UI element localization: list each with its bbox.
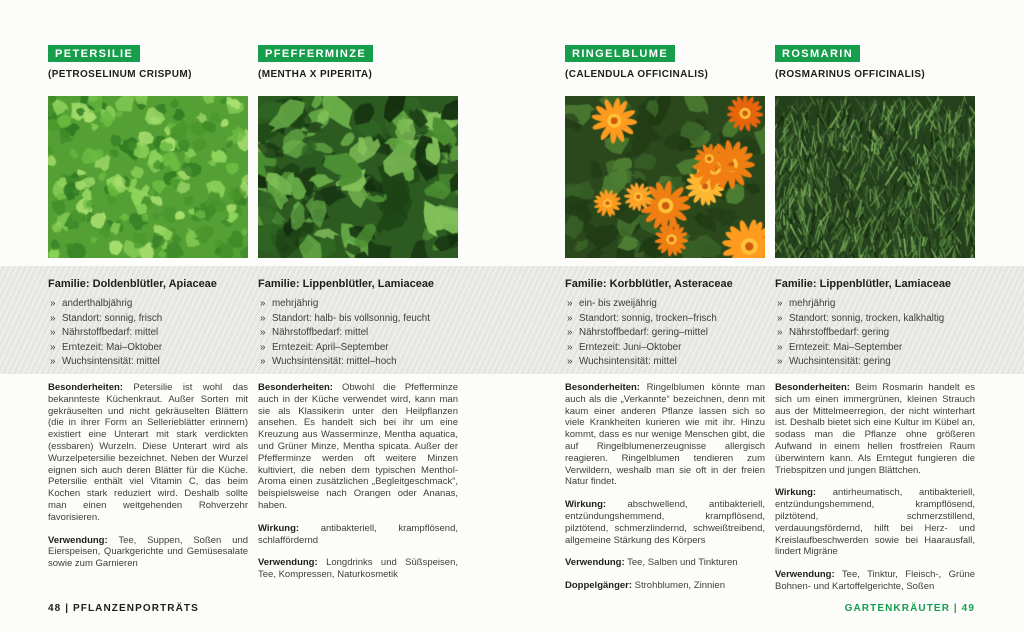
section-label: Besonderheiten: (48, 382, 123, 393)
bullet-marker: » (777, 312, 783, 324)
facts-item-text: Standort: sonnig, trocken–frisch (579, 312, 717, 324)
facts-item-text: Erntezeit: Mai–Oktober (62, 341, 163, 353)
section-label: Wirkung: (775, 487, 817, 499)
facts-item (775, 297, 975, 312)
section-label: Verwendung: (565, 557, 625, 569)
section-text: Obwohl die Pfefferminze auch in der Küche verwendet wird, kann man sie als Klassikerin unter den Heilpflanzen ansehen. Es handelt sich bei ihr um eine Kreuzung aus Wasserminze, Mentha aquatica, und Grüner Minze, Mentha spicata. Außer der Pfefferminze werden oft weitere Minzen kultiviert, die neben dem typischen Menthol-Aroma einen zusätzlichen „Begleitgeschmack“, beispielsweise nach Orangen oder Ananas, haben. (258, 382, 458, 511)
family-heading: Familie: Lippenblütler, Lamiaceae (775, 278, 952, 290)
badge-row (775, 44, 975, 66)
bullet-marker: » (260, 356, 266, 367)
facts-item-text: Standort: sonnig, frisch (62, 312, 163, 324)
facts-item (48, 326, 248, 341)
section-text: antibakteriell, krampflösend, schlaffördernd (258, 522, 458, 546)
facts-item (258, 312, 458, 327)
plant-name-badge: PETERSILIE (48, 45, 140, 62)
facts-item (48, 312, 248, 327)
rosmarin-photo (775, 96, 975, 258)
plant-column-pfefferminze (258, 44, 458, 593)
family-heading: Familie: Korbblütler, Asteraceae (565, 278, 733, 290)
facts-item (565, 341, 765, 356)
facts-item (48, 297, 248, 312)
facts-item-text: Nährstoffbedarf: gering (789, 327, 890, 338)
section-text: Petersilie ist wohl das bekannteste Küchenkraut. Außer Sorten mit gekräuselten und nicht gekräuselten Blättern (die in ihrer Form an Sellerieblätter erinnern) existiert eine Unterart mit stark verdickten (essbaren) Wurzeln. Diese Unterart wird als Wurzelpetersilie bezeichnet. Neben der Wurzel eignen sich auch deren Blätter für die Küche. Petersilie enthält viel Vitamin C, das beim Kochen stark reduziert wird. Deshalb sollte man einen weitgehenden Rohverzehr favorisieren. (48, 382, 248, 523)
section-label: Verwendung: (258, 557, 318, 569)
facts-item (258, 297, 458, 312)
latin-name: (ROSMARINUS OFFICINALIS) (775, 69, 926, 80)
facts-item-text: Wuchsintensität: mittel (579, 356, 677, 367)
ringelblume-photo (565, 96, 765, 258)
facts-item-text: Erntezeit: Mai–September (789, 341, 903, 353)
latin-name: (CALENDULA OFFICINALIS) (565, 69, 709, 80)
plant-name-badge: PFEFFERMINZE (258, 45, 373, 62)
section-text: abschwellend, antibakteriell, entzündungshemmend, krampflösend, pilztötend, schmerzlindernd, schweißtreibend, allgemeine Stärkung des Körpers (565, 499, 765, 546)
plant-column-petersilie (48, 44, 248, 593)
facts-item (48, 355, 248, 370)
facts-item (48, 341, 248, 356)
facts-block (48, 266, 248, 374)
bullet-marker: » (777, 327, 783, 338)
facts-list (565, 297, 765, 370)
facts-block (258, 266, 458, 374)
bullet-marker: » (50, 298, 56, 309)
facts-item (565, 297, 765, 312)
facts-list (48, 297, 248, 370)
facts-item-text: Standort: sonnig, trocken, kalkhaltig (789, 312, 945, 324)
bullet-marker: » (567, 327, 573, 338)
facts-item-text: Nährstoffbedarf: gering–mittel (579, 327, 708, 338)
plant-name-badge: ROSMARIN (775, 45, 860, 62)
pfefferminze-photo (258, 96, 458, 258)
facts-item-text: Erntezeit: Juni–Oktober (579, 341, 682, 353)
page-number-right: GARTENKRÄUTER | 49 (844, 603, 975, 614)
section-text: Tee, Tinktur, Fleisch-, Grüne Bohnen- und Kartoffelgerichte, Soßen (775, 569, 976, 592)
bullet-marker: » (567, 356, 573, 367)
facts-item (565, 355, 765, 370)
section-text: Beim Rosmarin handelt es sich um einen immergrünen, kleinen Strauch aus der Mittelmeerregion, der nicht winterhart ist. Deshalb bietet sich eine Kultur im Kübel an, sodass man die Pflanze ohne größeren Aufwand in einem hellen frostfreien Raum überwintern kann. Als Erntegut fungieren die Triebspitzen und jungen Blättchen. (775, 382, 975, 476)
facts-item-text: mehrjährig (789, 298, 836, 309)
bullet-marker: » (260, 312, 266, 324)
facts-item-text: Nährstoffbedarf: mittel (62, 327, 159, 338)
section-text: Tee, Suppen, Soßen und Eierspeisen, Quarkgerichte und Gemüsesalate sowie zum Garnieren (48, 534, 249, 570)
section-label: Verwendung: (775, 569, 835, 581)
facts-block (565, 266, 765, 374)
section-label: Verwendung: (48, 534, 108, 546)
section-text: Ringelblumen könnte man auch als die „Verkannte“ bezeichnen, denn mit kaum einer anderen Pflanze lassen sich so viele Krankheiten kurieren wie mit ihr. Hinzu kommt, dass es nur wenige Menschen gibt, die auf Ringelblumenerzeugnisse allergisch reagieren. Ringelblumen tendieren zum Verwildern, weshalb man sie oft in der freien Natur findet. (565, 382, 766, 488)
badge-row (258, 44, 458, 66)
section-label: Besonderheiten: (258, 382, 333, 393)
facts-item (565, 312, 765, 327)
plant-name-badge: RINGELBLUME (565, 45, 675, 62)
plant-column-ringelblume (565, 44, 765, 593)
section-text: antirheumatisch, antibakteriell, entzündungshemmend, krampflösend, pilztötend, schmerzstillend, verdauungsfördernd, hilft bei Herz- und Kreislaufbeschwerden sowie bei Haarausfall, lindert Migräne (775, 487, 975, 558)
bullet-marker: » (777, 298, 783, 309)
facts-list (775, 297, 975, 370)
bullet-marker: » (567, 298, 573, 309)
plant-description (565, 382, 765, 592)
section-text: Tee, Salben und Tinkturen (627, 557, 738, 569)
facts-list (258, 297, 458, 370)
facts-item-text: Wuchsintensität: mittel–hoch (272, 356, 397, 367)
facts-item (258, 355, 458, 370)
plant-description (258, 382, 458, 581)
plant-description (775, 382, 975, 593)
section-label: Doppelgänger: (565, 580, 633, 592)
latin-name: (MENTHA X PIPERITA) (258, 69, 373, 80)
bullet-marker: » (260, 327, 266, 338)
facts-item (775, 355, 975, 370)
section-label: Wirkung: (565, 499, 607, 511)
page-number-left: 48 | PFLANZENPORTRÄTS (48, 603, 199, 614)
bullet-marker: » (567, 341, 573, 353)
facts-item (775, 341, 975, 356)
bullet-marker: » (777, 341, 783, 353)
facts-item (258, 326, 458, 341)
facts-item (258, 341, 458, 356)
badge-row (48, 44, 248, 66)
facts-item (565, 326, 765, 341)
bullet-marker: » (777, 356, 783, 367)
section-text: Longdrinks und Süßspeisen, Tee, Kompressen, Naturkosmetik (258, 557, 458, 581)
bullet-marker: » (50, 312, 56, 324)
section-label: Besonderheiten: (565, 382, 640, 393)
facts-item (775, 326, 975, 341)
badge-row (565, 44, 765, 66)
facts-item-text: Standort: halb- bis vollsonnig, feucht (272, 312, 430, 324)
section-label: Wirkung: (258, 522, 300, 534)
section-text: Strohblumen, Zinnien (634, 580, 725, 592)
petersilie-photo (48, 96, 248, 258)
facts-item (775, 312, 975, 327)
bullet-marker: » (260, 341, 266, 353)
facts-item-text: anderthalbjährig (62, 298, 133, 309)
section-label: Besonderheiten: (775, 382, 850, 393)
bullet-marker: » (50, 327, 56, 338)
latin-name: (PETROSELINUM CRISPUM) (48, 69, 192, 80)
plant-description (48, 382, 248, 570)
family-heading: Familie: Lippenblütler, Lamiaceae (258, 278, 435, 290)
facts-block (775, 266, 975, 374)
facts-item-text: mehrjährig (272, 298, 319, 309)
facts-item-text: ein- bis zweijährig (579, 298, 657, 309)
bullet-marker: » (50, 356, 56, 367)
plant-column-rosmarin (775, 44, 975, 593)
family-heading: Familie: Doldenblütler, Apiaceae (48, 278, 217, 290)
bullet-marker: » (260, 298, 266, 309)
bullet-marker: » (50, 341, 56, 353)
facts-item-text: Erntezeit: April–September (272, 341, 389, 353)
facts-item-text: Wuchsintensität: gering (789, 356, 891, 367)
facts-item-text: Nährstoffbedarf: mittel (272, 327, 369, 338)
bullet-marker: » (567, 312, 573, 324)
facts-item-text: Wuchsintensität: mittel (62, 356, 160, 367)
